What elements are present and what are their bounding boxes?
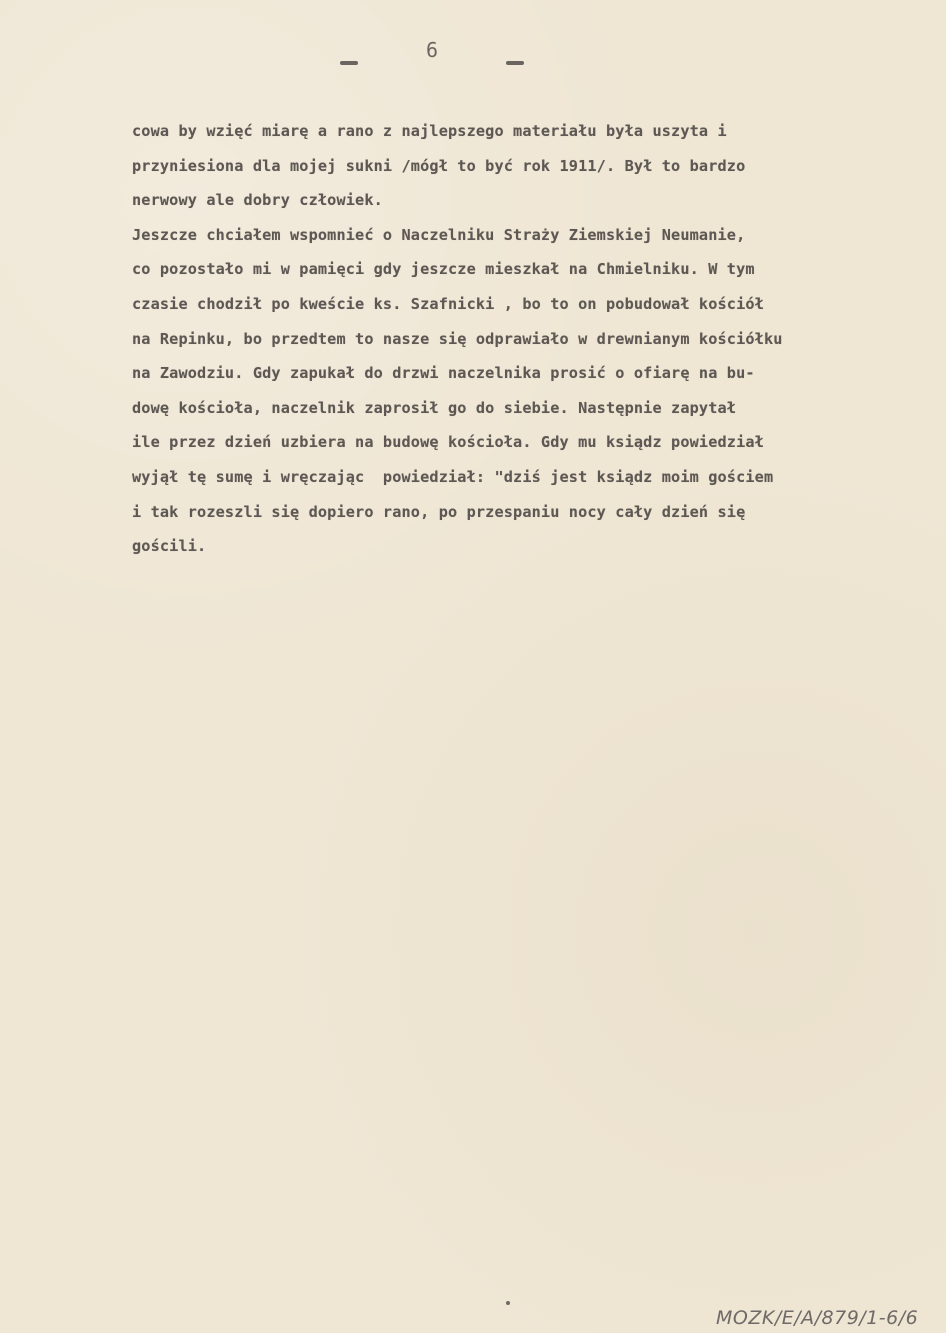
text-line: Jeszcze chciałem wspomnieć o Naczelniku Straży Ziemskiej Neumanie, [132,225,746,244]
header-dash-left [340,61,358,65]
text-line: co pozostało mi w pamięci gdy jeszcze mieszkał na Chmielniku. W tym [132,260,755,279]
archive-reference: MOZK/E/A/879/1-6/6 [716,1307,919,1329]
text-line: na Repinku, bo przedtem to nasze się odprawiało w drewnianym kościółku [132,329,783,348]
text-line: na Zawodziu. Gdy zapukał do drzwi naczelnika prosić o ofiarę na bu- [132,364,755,383]
text-line: cowa by wzięć miarę a rano z najlepszego materiału była uszyta i [132,122,727,140]
text-line: ile przez dzień uzbiera na budowę kościoła. Gdy mu ksiądz powiedział [132,433,764,452]
page-header [0,34,946,74]
paper-speck [506,1301,510,1305]
text-line: wyjął tę sumę i wręczając powiedział: "dziś jest ksiądz moim gościem [132,467,774,486]
page-number: 6 [426,38,439,62]
text-line: i tak rozeszli się dopiero rano, po przespaniu nocy cały dzień się [132,502,746,521]
typed-text-body [132,114,932,564]
text-line: gościli. [132,537,207,556]
text-line: przyniesiona dla mojej sukni /mógł to być rok 1911/. Był to bardzo [132,156,746,175]
text-line: czasie chodził po kweście ks. Szafnicki , bo to on pobudował kościół [132,294,764,313]
text-line: dowę kościoła, naczelnik zaprosił go do siebie. Następnie zapytał [132,398,737,417]
header-dash-right [506,61,524,65]
text-line: nerwowy ale dobry człowiek. [132,191,383,210]
